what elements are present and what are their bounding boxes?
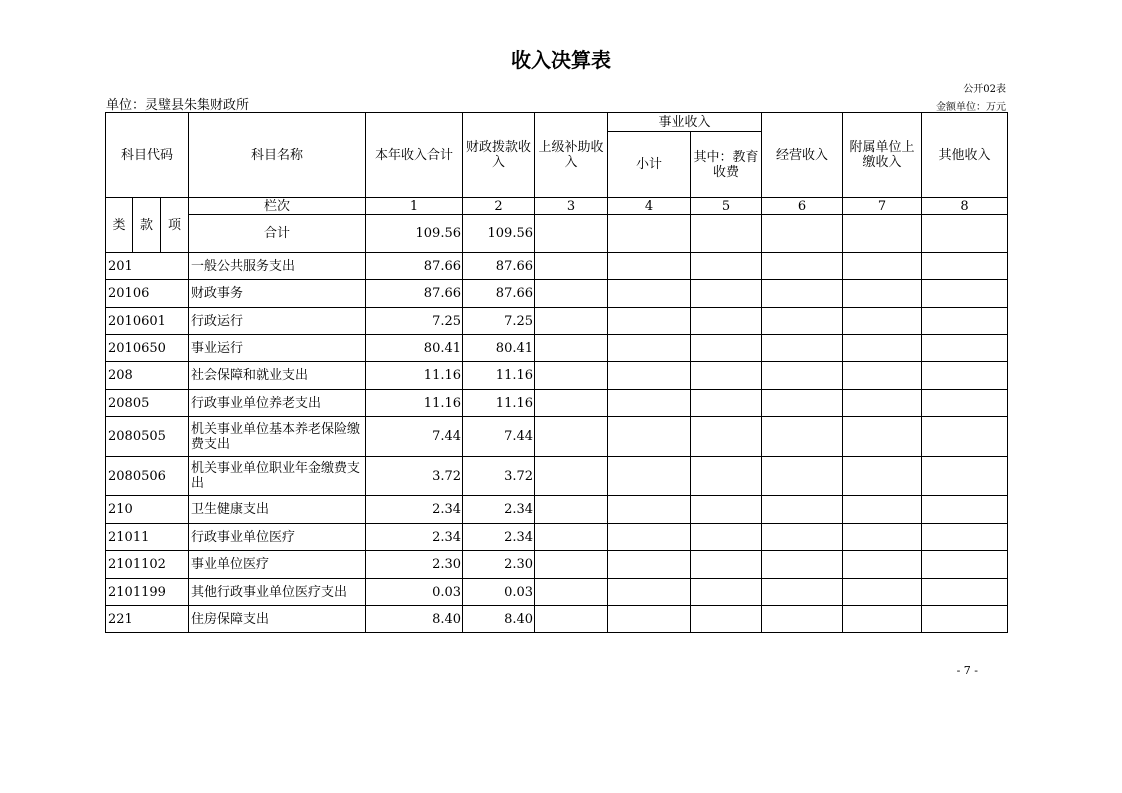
empty-cell xyxy=(922,496,1008,524)
empty-cell xyxy=(608,308,691,335)
row-name: 行政运行 xyxy=(189,308,366,335)
empty-cell xyxy=(691,457,762,496)
empty-cell xyxy=(843,253,922,280)
empty-cell xyxy=(922,606,1008,633)
row-code: 2080506 xyxy=(106,457,189,496)
col-num: 4 xyxy=(608,198,691,215)
row-fiscal: 2.34 xyxy=(463,524,535,551)
row-name: 行政事业单位医疗 xyxy=(189,524,366,551)
empty-cell xyxy=(762,524,843,551)
empty-cell xyxy=(762,496,843,524)
empty-cell xyxy=(843,606,922,633)
empty-cell xyxy=(691,308,762,335)
row-name: 社会保障和就业支出 xyxy=(189,362,366,390)
table-row xyxy=(106,253,1008,280)
empty-cell xyxy=(843,551,922,579)
row-code: 201 xyxy=(106,253,189,280)
row-fiscal: 7.25 xyxy=(463,308,535,335)
empty-cell xyxy=(762,606,843,633)
empty-cell xyxy=(535,280,608,308)
empty-cell xyxy=(843,390,922,417)
empty-cell xyxy=(608,362,691,390)
data-rows xyxy=(106,253,1008,633)
empty-cell xyxy=(691,606,762,633)
header-other: 其他收入 xyxy=(922,113,1008,198)
col-num: 5 xyxy=(691,198,762,215)
empty-cell xyxy=(843,579,922,606)
empty-cell xyxy=(762,280,843,308)
empty-cell xyxy=(691,280,762,308)
row-code: 208 xyxy=(106,362,189,390)
empty-cell xyxy=(762,457,843,496)
empty-cell xyxy=(843,335,922,362)
table-row xyxy=(106,390,1008,417)
empty-cell xyxy=(922,390,1008,417)
empty-cell xyxy=(691,579,762,606)
empty-cell xyxy=(922,551,1008,579)
table-row xyxy=(106,524,1008,551)
col-num: 2 xyxy=(463,198,535,215)
header-subtotal: 小计 xyxy=(608,132,691,198)
table-row xyxy=(106,457,1008,496)
row-name: 一般公共服务支出 xyxy=(189,253,366,280)
empty-cell xyxy=(535,362,608,390)
total-amount: 109.56 xyxy=(366,215,463,253)
header-lei: 类 xyxy=(106,198,133,253)
row-total: 87.66 xyxy=(366,253,463,280)
empty-cell xyxy=(922,362,1008,390)
row-code: 2010650 xyxy=(106,335,189,362)
unit-label: 单位：灵璧县朱集财政所 xyxy=(106,98,250,113)
row-code: 20805 xyxy=(106,390,189,417)
row-fiscal: 11.16 xyxy=(463,390,535,417)
row-code: 221 xyxy=(106,606,189,633)
col-num: 8 xyxy=(922,198,1008,215)
row-code: 21011 xyxy=(106,524,189,551)
empty-cell xyxy=(535,335,608,362)
table-row xyxy=(106,496,1008,524)
empty-cell xyxy=(922,579,1008,606)
row-fiscal: 0.03 xyxy=(463,579,535,606)
empty-cell xyxy=(535,253,608,280)
empty-cell xyxy=(608,579,691,606)
page-number: - 7 - xyxy=(956,664,978,677)
col-num: 6 xyxy=(762,198,843,215)
row-name: 住房保障支出 xyxy=(189,606,366,633)
row-total: 2.34 xyxy=(366,496,463,524)
empty-cell xyxy=(691,496,762,524)
header-education: 其中：教育收费 xyxy=(691,132,762,198)
empty-cell xyxy=(608,280,691,308)
empty-cell xyxy=(608,524,691,551)
row-name: 其他行政事业单位医疗支出 xyxy=(189,579,366,606)
col-num: 1 xyxy=(366,198,463,215)
empty-cell xyxy=(691,335,762,362)
empty-cell xyxy=(922,457,1008,496)
empty-cell xyxy=(843,417,922,457)
header-col-label: 栏次 xyxy=(189,198,366,215)
empty-cell xyxy=(608,606,691,633)
empty-cell xyxy=(762,335,843,362)
row-name: 事业运行 xyxy=(189,335,366,362)
empty-cell xyxy=(535,551,608,579)
row-code: 20106 xyxy=(106,280,189,308)
row-fiscal: 80.41 xyxy=(463,335,535,362)
table-row xyxy=(106,551,1008,579)
page-title: 收入决算表 xyxy=(511,48,611,72)
empty-cell xyxy=(608,417,691,457)
row-total: 3.72 xyxy=(366,457,463,496)
header-code: 科目代码 xyxy=(106,113,189,198)
empty-cell xyxy=(535,417,608,457)
row-fiscal: 87.66 xyxy=(463,280,535,308)
row-fiscal: 11.16 xyxy=(463,362,535,390)
table-row xyxy=(106,308,1008,335)
row-name: 事业单位医疗 xyxy=(189,551,366,579)
row-name: 财政事务 xyxy=(189,280,366,308)
row-code: 2101199 xyxy=(106,579,189,606)
empty-cell xyxy=(691,551,762,579)
row-total: 7.44 xyxy=(366,417,463,457)
row-fiscal: 2.34 xyxy=(463,496,535,524)
total-fiscal: 109.56 xyxy=(463,215,535,253)
empty-cell xyxy=(922,335,1008,362)
empty-cell xyxy=(762,390,843,417)
empty-cell xyxy=(691,362,762,390)
header-fiscal: 财政拨款收入 xyxy=(463,113,535,198)
row-fiscal: 87.66 xyxy=(463,253,535,280)
row-fiscal: 2.30 xyxy=(463,551,535,579)
row-code: 2010601 xyxy=(106,308,189,335)
table-row xyxy=(106,606,1008,633)
header-name: 科目名称 xyxy=(189,113,366,198)
row-total: 2.34 xyxy=(366,524,463,551)
row-code: 2101102 xyxy=(106,551,189,579)
row-fiscal: 7.44 xyxy=(463,417,535,457)
empty-cell xyxy=(843,280,922,308)
col-num: 3 xyxy=(535,198,608,215)
empty-cell xyxy=(691,417,762,457)
row-code: 210 xyxy=(106,496,189,524)
row-code: 2080505 xyxy=(106,417,189,457)
empty-cell xyxy=(843,362,922,390)
table-row xyxy=(106,417,1008,457)
header-operating: 经营收入 xyxy=(762,113,843,198)
form-number: 公开02表 xyxy=(963,84,1006,95)
empty-cell xyxy=(691,253,762,280)
empty-cell xyxy=(535,390,608,417)
empty-cell xyxy=(843,496,922,524)
empty-cell xyxy=(608,457,691,496)
row-total: 80.41 xyxy=(366,335,463,362)
row-total: 8.40 xyxy=(366,606,463,633)
empty-cell xyxy=(691,390,762,417)
table-row xyxy=(106,280,1008,308)
col-num: 7 xyxy=(843,198,922,215)
empty-cell xyxy=(762,308,843,335)
row-total: 0.03 xyxy=(366,579,463,606)
row-fiscal: 8.40 xyxy=(463,606,535,633)
empty-cell xyxy=(608,496,691,524)
empty-cell xyxy=(535,496,608,524)
row-fiscal: 3.72 xyxy=(463,457,535,496)
empty-cell xyxy=(922,280,1008,308)
empty-cell xyxy=(762,417,843,457)
header-xiang: 项 xyxy=(161,198,189,253)
empty-cell xyxy=(762,253,843,280)
empty-cell xyxy=(762,551,843,579)
header-superior: 上级补助收入 xyxy=(535,113,608,198)
header-kuan: 款 xyxy=(133,198,161,253)
header-affiliated: 附属单位上缴收入 xyxy=(843,113,922,198)
row-total: 11.16 xyxy=(366,390,463,417)
row-name: 机关事业单位基本养老保险缴费支出 xyxy=(189,417,366,457)
empty-cell xyxy=(535,579,608,606)
empty-cell xyxy=(762,579,843,606)
empty-cell xyxy=(608,253,691,280)
empty-cell xyxy=(922,253,1008,280)
row-name: 卫生健康支出 xyxy=(189,496,366,524)
header-business: 事业收入 xyxy=(608,113,762,132)
empty-cell xyxy=(535,457,608,496)
empty-cell xyxy=(608,335,691,362)
total-label: 合计 xyxy=(189,215,366,253)
empty-cell xyxy=(843,308,922,335)
empty-cell xyxy=(922,308,1008,335)
row-total: 87.66 xyxy=(366,280,463,308)
table-row xyxy=(106,335,1008,362)
empty-cell xyxy=(535,606,608,633)
empty-cell xyxy=(922,524,1008,551)
empty-cell xyxy=(535,308,608,335)
empty-cell xyxy=(608,390,691,417)
empty-cell xyxy=(843,524,922,551)
header-total: 本年收入合计 xyxy=(366,113,463,198)
table-row xyxy=(106,362,1008,390)
empty-cell xyxy=(535,524,608,551)
row-name: 机关事业单位职业年金缴费支出 xyxy=(189,457,366,496)
empty-cell xyxy=(608,551,691,579)
empty-cell xyxy=(762,362,843,390)
income-table xyxy=(105,112,1008,633)
empty-cell xyxy=(691,524,762,551)
amount-unit: 金额单位：万元 xyxy=(936,102,1006,113)
empty-cell xyxy=(843,457,922,496)
empty-cell xyxy=(922,417,1008,457)
row-total: 2.30 xyxy=(366,551,463,579)
table-row xyxy=(106,579,1008,606)
row-total: 11.16 xyxy=(366,362,463,390)
row-name: 行政事业单位养老支出 xyxy=(189,390,366,417)
row-total: 7.25 xyxy=(366,308,463,335)
